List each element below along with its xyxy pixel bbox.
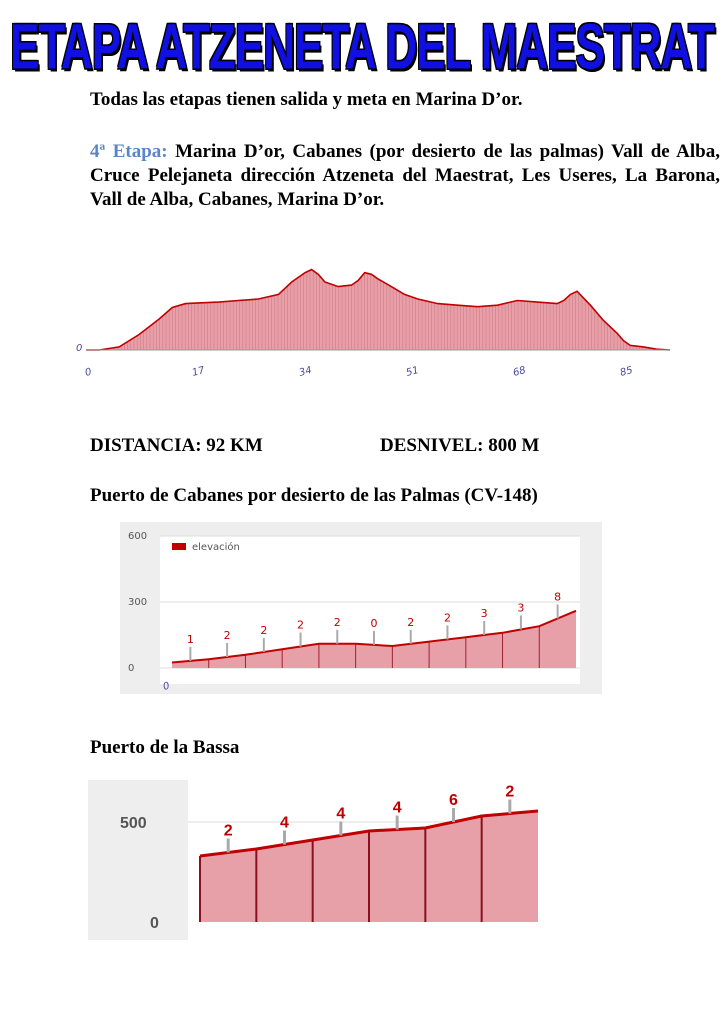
y-tick-label: 600 <box>128 531 148 542</box>
grade-label: 2 <box>505 783 515 801</box>
y-tick-label: 0 <box>128 663 135 674</box>
grade-label: 8 <box>554 590 562 604</box>
grade-label: 6 <box>449 792 458 809</box>
y-tick-label: 0 <box>76 343 83 354</box>
y-tick-label: 0 <box>150 915 159 932</box>
grade-label: 2 <box>407 615 415 629</box>
x-tick-label: 0 <box>83 366 93 379</box>
grade-label: 3 <box>517 601 525 615</box>
grade-label: 2 <box>223 629 231 642</box>
grade-label: 2 <box>443 611 451 625</box>
intro-text: Todas las etapas tienen salida y meta en Marina D’or. <box>90 89 523 110</box>
stage-label: 4ª Etapa: <box>90 141 168 162</box>
grade-label: 3 <box>480 607 488 620</box>
climb1-title: Puerto de Cabanes por desierto de las Palmas (CV-148) <box>90 485 538 506</box>
x-tick-label: 51 <box>404 364 421 379</box>
stage-elevation-profile-chart <box>70 255 690 390</box>
distance-label: DISTANCIA: 92 KM <box>90 435 263 456</box>
profile-area <box>86 270 670 350</box>
grade-label: 0 <box>370 616 378 630</box>
grade-label: 4 <box>280 814 289 832</box>
grade-label: 2 <box>297 618 305 632</box>
grade-label: 4 <box>392 799 402 817</box>
y-tick-label: 300 <box>128 597 148 608</box>
grade-label: 2 <box>333 615 341 629</box>
legend-swatch <box>172 543 186 550</box>
y-tick-label: 500 <box>120 815 147 832</box>
x-tick-label: 34 <box>297 364 314 379</box>
elevation-gain-label: DESNIVEL: 800 M <box>380 435 540 456</box>
x-tick-label: 0 <box>161 680 171 693</box>
grade-label: 2 <box>223 822 233 840</box>
x-tick-label: 85 <box>618 364 635 379</box>
grade-label: 2 <box>260 624 268 638</box>
climb2-profile-chart <box>88 780 538 940</box>
x-tick-label: 17 <box>190 364 207 379</box>
page-title: ETAPA ATZENETA DEL MAESTRAT <box>10 12 714 84</box>
stage-description <box>90 140 720 212</box>
grade-label: 4 <box>336 805 346 823</box>
legend-label: elevación <box>192 542 240 553</box>
x-tick-label: 68 <box>511 364 528 379</box>
climb2-title: Puerto de la Bassa <box>90 737 240 758</box>
stage-route: Marina D’or, Cabanes (por desierto de las palmas) Vall de Alba, Cruce Pelejaneta dirección Atzeneta del Maestrat, Les Useres, La Barona, Vall de Alba, Cabanes, Marina D’or. <box>90 141 720 210</box>
climb1-profile-chart <box>120 522 602 694</box>
grade-label: 1 <box>186 632 194 646</box>
